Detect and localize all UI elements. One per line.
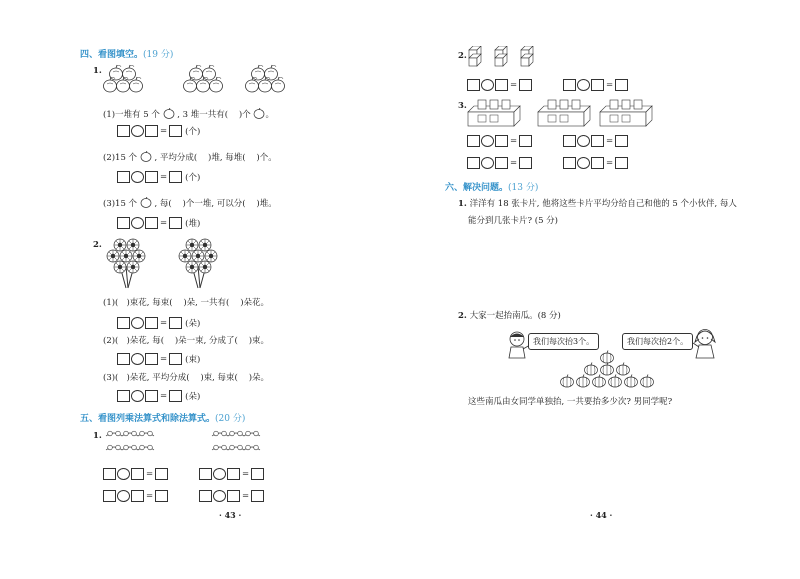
answer-box[interactable] — [155, 468, 168, 480]
problem-text: 洋洋有 18 张卡片, 他将这些卡片平均分给自己和他的 5 个小伙伴, 每人 — [469, 199, 737, 209]
answer-box[interactable] — [131, 468, 144, 480]
problem-1-cont: 能分到几张卡片? (5 分) — [468, 216, 559, 226]
answer-box[interactable] — [169, 217, 182, 229]
equals-sign: = — [242, 490, 250, 501]
section-points: (13 分) — [508, 183, 539, 193]
answer-box[interactable] — [117, 353, 130, 365]
answer-box[interactable] — [117, 390, 130, 402]
text: (2)( — [103, 336, 119, 346]
answer-box[interactable] — [117, 171, 130, 183]
equation-row — [563, 79, 628, 91]
answer-box[interactable] — [495, 135, 508, 147]
answer-box[interactable] — [199, 490, 212, 502]
answer-box[interactable] — [169, 390, 182, 402]
equals-sign: = — [606, 135, 614, 146]
fill-in-line-3 — [103, 197, 277, 209]
apple-icon — [253, 108, 265, 119]
question-number: 1. — [93, 431, 102, 441]
operator-circle[interactable] — [577, 135, 590, 147]
equation-row — [563, 157, 628, 169]
equals-sign: = — [242, 468, 250, 479]
answer-box[interactable] — [145, 171, 158, 183]
section-points: (19 分) — [143, 50, 174, 60]
operator-circle[interactable] — [131, 317, 144, 329]
bouquet-2 — [179, 239, 217, 288]
text: )堆, 每堆( — [208, 153, 246, 163]
answer-box[interactable] — [169, 125, 182, 137]
operator-circle[interactable] — [481, 135, 494, 147]
equation-row — [199, 490, 264, 502]
equation-row — [117, 390, 200, 402]
unit-label: (束) — [185, 355, 201, 365]
equals-sign: = — [510, 79, 518, 90]
section-title: 四、看图填空。 — [80, 50, 144, 60]
equals-sign: = — [510, 157, 518, 168]
text: (3)( — [103, 373, 119, 383]
answer-box[interactable] — [227, 490, 240, 502]
section-points: (20 分) — [215, 414, 246, 424]
answer-box[interactable] — [251, 490, 264, 502]
pumpkins-illustration — [552, 350, 662, 390]
apple-piles-illustration — [103, 62, 333, 96]
bead-strings-illustration — [100, 428, 275, 462]
unit-label: (个) — [185, 173, 201, 183]
operator-circle[interactable] — [213, 490, 226, 502]
text: )束。 — [248, 336, 270, 346]
equals-sign: = — [160, 217, 168, 228]
answer-box[interactable] — [103, 468, 116, 480]
text: )朵花, 每( — [126, 336, 165, 346]
operator-circle[interactable] — [131, 125, 144, 137]
equals-sign: = — [160, 390, 168, 401]
fill-in-line-2 — [103, 337, 269, 346]
answer-box[interactable] — [563, 79, 576, 91]
problem-text: 大家一起抬南瓜。(8 分) — [469, 311, 561, 321]
text: (1)( — [103, 298, 119, 308]
fill-in-line-3 — [103, 374, 269, 383]
operator-circle[interactable] — [577, 157, 590, 169]
bead-string — [106, 431, 154, 436]
girl-icon — [690, 326, 720, 362]
equals-sign: = — [606, 157, 614, 168]
answer-box[interactable] — [467, 79, 480, 91]
equals-sign: = — [160, 353, 168, 364]
operator-circle[interactable] — [131, 353, 144, 365]
answer-box[interactable] — [145, 390, 158, 402]
equals-sign: = — [160, 125, 168, 136]
equation-row — [103, 468, 168, 480]
answer-box[interactable] — [117, 217, 130, 229]
text: )朵花。 — [240, 298, 270, 308]
answer-box[interactable] — [495, 157, 508, 169]
text: , 每( — [154, 199, 172, 209]
unit-label: (朵) — [185, 392, 201, 402]
text: )束, 每束( — [200, 373, 238, 383]
question-number: 3. — [458, 101, 467, 111]
text: , 平均分成( — [154, 153, 198, 163]
text: )朵, 一共有( — [183, 298, 230, 308]
text: )朵一束, 分成了( — [174, 336, 238, 346]
answer-box[interactable] — [145, 125, 158, 137]
section-4-heading — [80, 47, 173, 60]
bouquet-1 — [107, 239, 145, 288]
equation-row — [103, 490, 168, 502]
operator-circle[interactable] — [213, 468, 226, 480]
text: )束花, 每束( — [126, 298, 173, 308]
question-number: 2. — [458, 311, 467, 321]
section-6-heading — [445, 180, 538, 193]
answer-box[interactable] — [145, 353, 158, 365]
apple-icon — [140, 197, 152, 208]
bead-string — [212, 431, 260, 436]
apple-pile-2 — [184, 65, 223, 92]
apple-icon — [140, 151, 152, 162]
problem-2-question: 这些南瓜由女同学单独抬, 一共要抬多少次? 男同学呢? — [468, 397, 673, 407]
answer-box[interactable] — [169, 171, 182, 183]
answer-box[interactable] — [131, 490, 144, 502]
equals-sign: = — [510, 135, 518, 146]
fill-in-line-2 — [103, 151, 277, 163]
girl-speech-bubble: 我们每次抬2个。 — [622, 333, 693, 350]
answer-box[interactable] — [103, 490, 116, 502]
operator-circle[interactable] — [117, 490, 130, 502]
answer-box[interactable] — [169, 353, 182, 365]
equation-row — [467, 79, 532, 91]
bead-string — [106, 445, 154, 450]
answer-box[interactable] — [467, 135, 480, 147]
section-title: 六、解决问题。 — [445, 183, 509, 193]
operator-circle[interactable] — [131, 390, 144, 402]
equation-row — [117, 317, 200, 329]
question-number: 2. — [458, 51, 467, 61]
answer-box[interactable] — [519, 135, 532, 147]
text: )个。 — [256, 153, 277, 163]
equation-row — [117, 171, 200, 183]
answer-box[interactable] — [591, 79, 604, 91]
equation-row — [199, 468, 264, 480]
answer-box[interactable] — [155, 490, 168, 502]
page-number: · 43 · — [219, 510, 242, 520]
answer-box[interactable] — [495, 79, 508, 91]
answer-box[interactable] — [519, 157, 532, 169]
equals-sign: = — [160, 317, 168, 328]
question-number: 2. — [93, 240, 102, 250]
cube-stacks-illustration — [467, 46, 547, 68]
operator-circle[interactable] — [577, 79, 590, 91]
unit-label: (个) — [185, 127, 201, 137]
answer-box[interactable] — [145, 317, 158, 329]
boy-speech-bubble: 我们每次抬3个。 — [528, 333, 599, 350]
equation-row — [563, 135, 628, 147]
text: )朵花, 平均分成( — [126, 373, 190, 383]
text: )堆。 — [256, 199, 277, 209]
text: , 3 堆一共有( — [177, 110, 229, 120]
cup-trays-illustration — [466, 98, 656, 130]
answer-box[interactable] — [563, 135, 576, 147]
answer-box[interactable] — [591, 157, 604, 169]
answer-box[interactable] — [117, 125, 130, 137]
apple-pile-3 — [246, 65, 285, 92]
answer-box[interactable] — [615, 135, 628, 147]
section-title: 五、看图列乘法算式和除法算式。 — [80, 414, 216, 424]
operator-circle[interactable] — [481, 157, 494, 169]
text: (3)15 个 — [103, 199, 138, 209]
fill-in-line-1 — [103, 299, 269, 308]
equation-row — [117, 217, 200, 229]
answer-box[interactable] — [169, 317, 182, 329]
text: )个一堆, 可以分( — [182, 199, 246, 209]
text: (1)一堆有 5 个 — [103, 110, 160, 120]
answer-box[interactable] — [227, 468, 240, 480]
unit-label: (堆) — [185, 219, 201, 229]
problem-2 — [458, 312, 561, 321]
answer-box[interactable] — [199, 468, 212, 480]
operator-circle[interactable] — [131, 171, 144, 183]
answer-box[interactable] — [615, 79, 628, 91]
operator-circle[interactable] — [131, 217, 144, 229]
section-5-heading — [80, 411, 245, 424]
answer-box[interactable] — [615, 157, 628, 169]
page-number: · 44 · — [590, 510, 613, 520]
apple-icon — [163, 108, 175, 119]
answer-box[interactable] — [467, 157, 480, 169]
operator-circle[interactable] — [481, 79, 494, 91]
equation-row — [467, 135, 532, 147]
answer-box[interactable] — [251, 468, 264, 480]
equals-sign: = — [160, 171, 168, 182]
fill-in-line-1 — [103, 108, 274, 120]
question-number: 1. — [93, 66, 102, 76]
text: )个 — [238, 110, 251, 120]
apple-pile-1 — [104, 65, 143, 92]
answer-box[interactable] — [563, 157, 576, 169]
question-number: 1. — [458, 199, 467, 209]
answer-box[interactable] — [117, 317, 130, 329]
answer-box[interactable] — [519, 79, 532, 91]
bead-string — [212, 445, 260, 450]
text: 。 — [265, 110, 274, 120]
problem-1 — [458, 200, 737, 209]
equation-row — [117, 125, 200, 137]
equals-sign: = — [146, 468, 154, 479]
answer-box[interactable] — [591, 135, 604, 147]
operator-circle[interactable] — [117, 468, 130, 480]
answer-box[interactable] — [145, 217, 158, 229]
unit-label: (朵) — [185, 319, 201, 329]
text: )朵。 — [248, 373, 270, 383]
equation-row — [467, 157, 532, 169]
equals-sign: = — [146, 490, 154, 501]
text: (2)15 个 — [103, 153, 138, 163]
equals-sign: = — [606, 79, 614, 90]
equation-row — [117, 353, 200, 365]
flower-bouquets-illustration — [100, 236, 235, 290]
